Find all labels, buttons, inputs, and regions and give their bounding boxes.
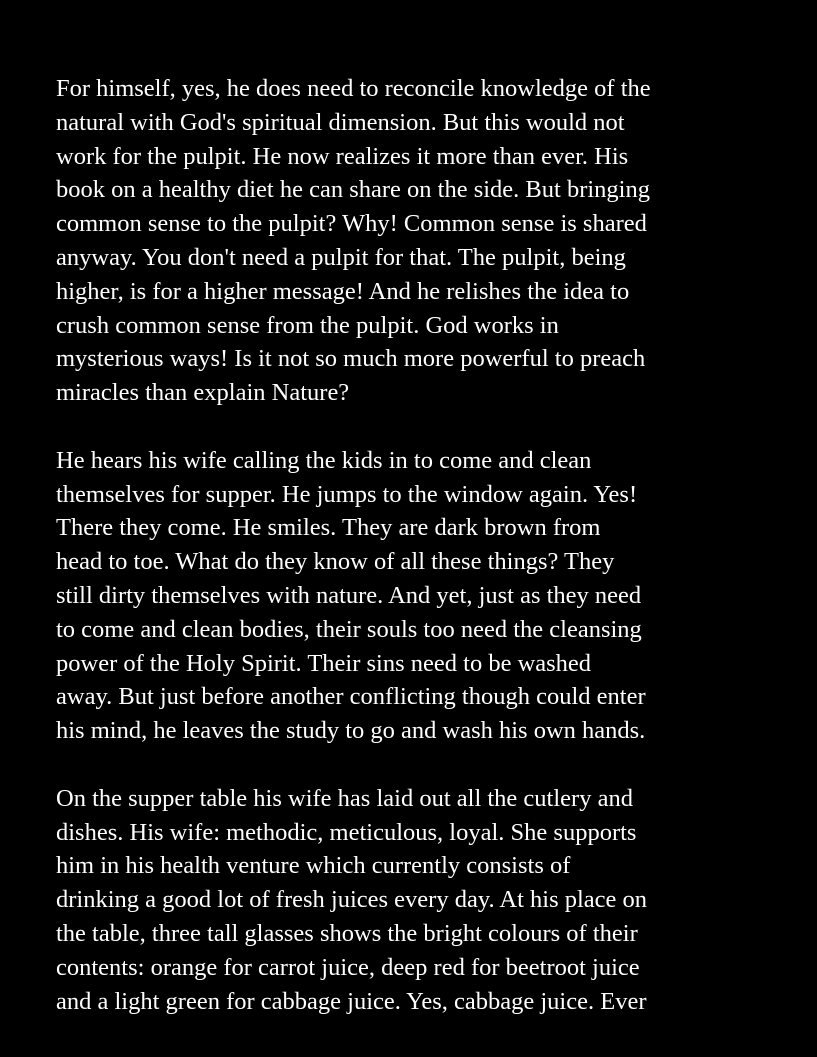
text-line: the table, three tall glasses shows the bright colours of their	[56, 919, 638, 947]
text-line: him in his health venture which currently consists of	[56, 852, 571, 880]
text-line: and a light green for cabbage juice. Yes, cabbage juice. Ever	[56, 987, 647, 1015]
text-line: to come and clean bodies, their souls too need the cleansing	[56, 615, 642, 643]
body-text	[56, 72, 796, 1018]
paragraph-2	[56, 444, 796, 748]
paragraph-1	[56, 72, 796, 410]
text-line: drinking a good lot of fresh juices every day. At his place on	[56, 886, 648, 914]
paragraph-spacer	[56, 410, 796, 444]
text-line: themselves for supper. He jumps to the window again. Yes!	[56, 480, 638, 508]
text-line: work for the pulpit. He now realizes it more than ever. His	[56, 142, 629, 170]
text-line: higher, is for a higher message! And he relishes the idea to	[56, 277, 630, 305]
text-line: common sense to the pulpit? Why! Common sense is shared	[56, 210, 647, 238]
text-line: away. But just before another conflicting though could enter	[56, 683, 646, 711]
text-line: his mind, he leaves the study to go and wash his own hands.	[56, 717, 646, 745]
text-line: mysterious ways! Is it not so much more powerful to preach	[56, 345, 646, 373]
text-line: power of the Holy Spirit. Their sins need to be washed	[56, 649, 592, 677]
text-line: For himself, yes, he does need to reconcile knowledge of the	[56, 75, 651, 102]
text-line: dishes. His wife: methodic, meticulous, loyal. She supports	[56, 818, 637, 846]
text-line: crush common sense from the pulpit. God works in	[56, 311, 559, 339]
text-line: He hears his wife calling the kids in to come and clean	[56, 446, 592, 474]
text-line: miracles than explain Nature?	[56, 379, 350, 407]
paragraph-spacer	[56, 748, 796, 782]
text-line: anyway. You don't need a pulpit for that. The pulpit, being	[56, 243, 626, 271]
text-line: There they come. He smiles. They are dark brown from	[56, 514, 601, 542]
text-line: still dirty themselves with nature. And yet, just as they need	[56, 581, 642, 609]
text-line: natural with God's spiritual dimension. But this would not	[56, 108, 625, 136]
text-line: On the supper table his wife has laid out all the cutlery and	[56, 784, 633, 812]
text-line: book on a healthy diet he can share on the side. But bringing	[56, 176, 650, 204]
text-line: head to toe. What do they know of all these things? They	[56, 548, 615, 576]
paragraph-3	[56, 782, 796, 1019]
text-line: contents: orange for carrot juice, deep red for beetroot juice	[56, 953, 640, 981]
